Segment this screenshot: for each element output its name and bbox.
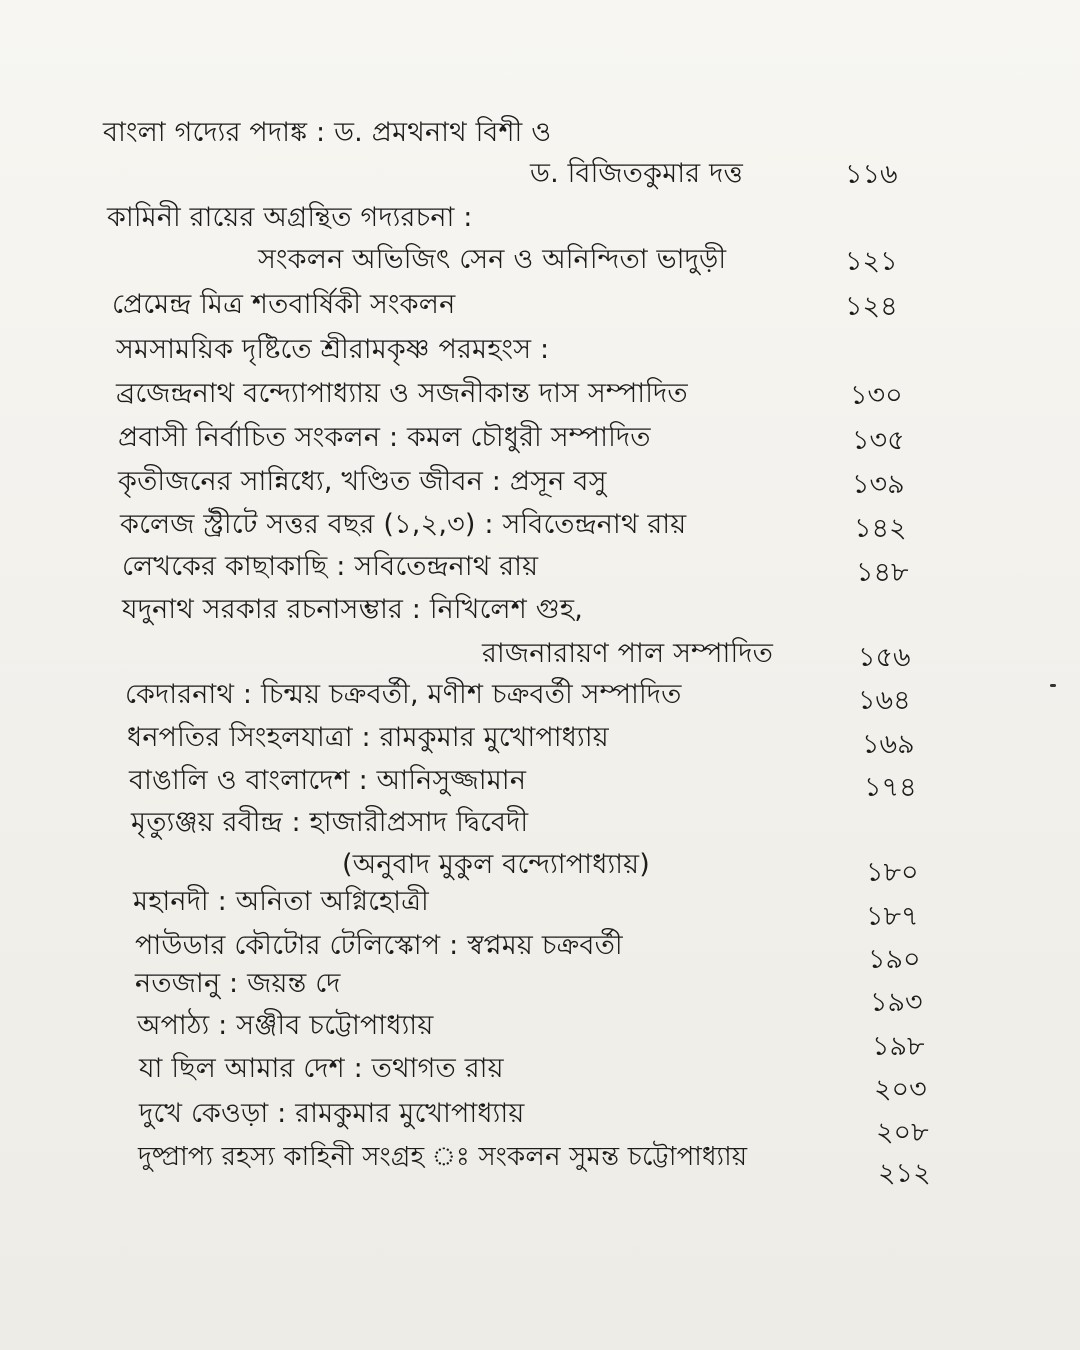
toc-entry-title: মহানদী : অনিতা অগ্নিহোত্রী [133,886,429,917]
toc-page-number: ১৪৮ [856,557,909,588]
toc-page-number: ২০৩ [874,1074,927,1105]
toc-entry-title: যদুনাথ সরকার রচনাসম্ভার : নিখিলেশ গুহ, [122,594,584,625]
toc-entry-title: পাউডার কৌটোর টেলিস্কোপ : স্বপ্নময় চক্রবর্তী [135,930,623,961]
toc-entry-title: দুষ্প্রাপ্য রহস্য কাহিনী সংগ্রহ ঃ সংকলন সুমন্ত চট্টোপাধ্যায় [138,1142,748,1172]
toc-page-number: ১৫৬ [858,642,911,673]
toc-entry-title: অপাঠ্য : সঞ্জীব চট্টোপাধ্যায় [137,1010,434,1041]
toc-entry-title: প্রবাসী নির্বাচিত সংকলন : কমল চৌধুরী সম্পাদিত [118,422,651,453]
toc-entry-title: কামিনী রায়ের অগ্রন্থিত গদ্যরচনা : [107,202,473,233]
toc-entry-title: লেখকের কাছাকাছি : সবিতেন্দ্রনাথ রায় [122,551,539,582]
toc-page-number: ১৮০ [866,857,919,888]
toc-entry-author: (অনুবাদ মুকুল বন্দ্যোপাধ্যায়) [342,849,651,880]
toc-entry-title: কেদারনাথ : চিন্ময় চক্রবর্তী, মণীশ চক্রবর্তী সম্পাদিত [125,679,682,710]
toc-entry-title: প্রেমেন্দ্র মিত্র শতবার্ষিকী সংকলন [112,289,456,320]
toc-entry-author: রাজনারায়ণ পাল সম্পাদিত [482,638,774,669]
toc-entry-title: নতজানু : জয়ন্ত দে [135,968,341,999]
toc-entry-title: কলেজ স্ট্রীটে সত্তর বছর (১,২,৩) : সবিতেন্দ্রনাথ রায় [120,509,687,540]
toc-entry-title: সমসাময়িক দৃষ্টিতে শ্রীরামকৃষ্ণ পরমহংস : [116,334,550,365]
toc-page-number: ১৩৫ [852,425,905,456]
toc-page-number: ১৯৮ [872,1031,925,1062]
toc-page-number: ১৪২ [854,513,907,544]
toc-entry-author: ব্রজেন্দ্রনাথ বন্দ্যোপাধ্যায় ও সজনীকান্ত দাস সম্পাদিত [116,378,688,409]
toc-page-number: ১৮৭ [866,901,919,932]
toc-entry-title: যা ছিল আমার দেশ : তথাগত রায় [139,1053,504,1084]
toc-page-number: ১২১ [845,246,898,277]
toc-page-number: ১৭৪ [864,772,917,803]
toc-page-number: ১৯৩ [870,987,923,1018]
toc-entry-title: মৃত্যুঞ্জয় রবীন্দ্র : হাজারীপ্রসাদ দ্বিবেদী [131,807,529,838]
toc-page-number: ১৩৯ [852,469,905,500]
toc-page-number: ২১২ [878,1158,931,1189]
ink-speck [1050,684,1056,687]
toc-entry-title: ধনপতির সিংহলযাত্রা : রামকুমার মুখোপাধ্যায় [127,722,609,753]
toc-entry-title: বাংলা গদ্যের পদাঙ্ক : ড. প্রমথনাথ বিশী ও [103,117,552,148]
toc-page-number: ১২৪ [845,291,898,322]
toc-entry-title: কৃতীজনের সান্নিধ্যে, খণ্ডিত জীবন : প্রসূন বসু [118,466,607,497]
toc-page-number: ২০৮ [876,1117,929,1148]
toc-page-number: ১৩০ [850,380,903,411]
toc-entry-author: সংকলন অভিজিৎ সেন ও অনিন্দিতা ভাদুড়ী [258,244,727,275]
toc-page-number: ১৯০ [868,944,921,975]
toc-entry-author: ড. বিজিতকুমার দত্ত [530,158,743,189]
toc-page-number: ১৬৪ [858,685,911,716]
toc-page-number: ১১৬ [845,159,898,190]
toc-entry-title: দুখে কেওড়া : রামকুমার মুখোপাধ্যায় [139,1098,525,1129]
toc-page-number: ১৬৯ [862,729,915,760]
toc-entry-title: বাঙালি ও বাংলাদেশ : আনিসুজ্জামান [129,765,527,796]
